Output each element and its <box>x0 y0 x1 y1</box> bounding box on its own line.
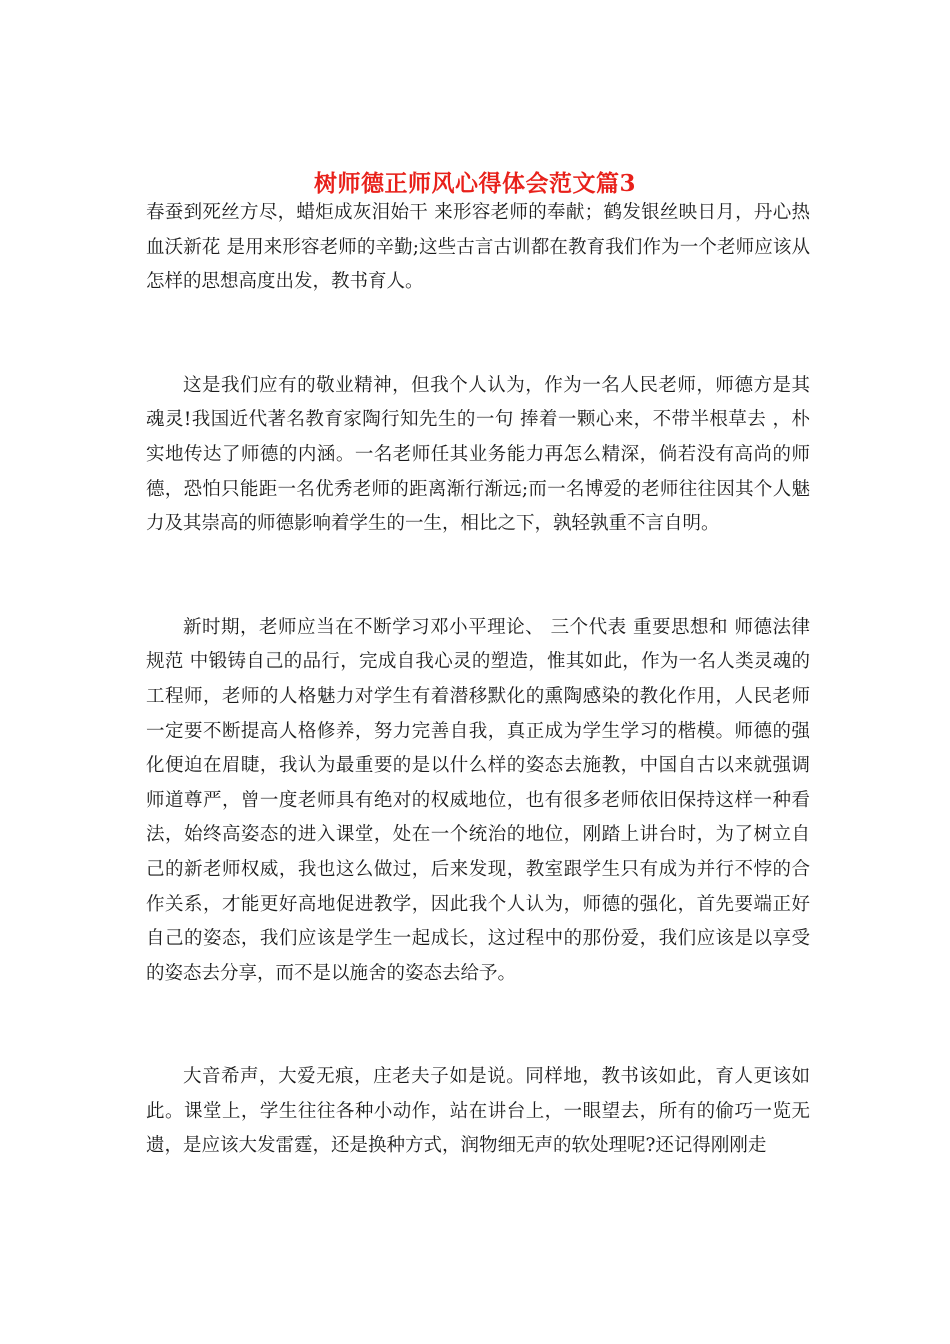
paragraph-4: 大音希声，大爱无痕，庄老夫子如是说。同样地，教书该如此，育人更该如此。课堂上，学生往往各种小动作，站在讲台上，一眼望去，所有的偷巧一览无遗，是应该大发雷霆，还是换种方式，润物细无声的软处理呢?还记得刚刚走 <box>146 1066 810 1157</box>
paragraph-1: 春蚕到死丝方尽，蜡炬成灰泪始干 来形容老师的奉献；鹤发银丝映日月，丹心热血沃新花 是用来形容老师的辛勤;这些古言古训都在教育我们作为一个老师应该从怎样的思想高度出发，教书育人。 <box>146 202 810 293</box>
document-title: 树师德正师风心得体会范文篇3 <box>313 170 636 198</box>
paragraph-2: 这是我们应有的敬业精神，但我个人认为，作为一名人民老师，师德方是其魂灵!我国近代著名教育家陶行知先生的一句 捧着一颗心来，不带半根草去 ，朴实地传达了师德的内涵。一名老师任其业务能力再怎么精深，倘若没有高尚的师德，恐怕只能距一名优秀老师的距离渐行渐远;而一名博爱的老师往往因其个人魅力及其崇高的师德影响着学生的一生，相比之下，孰轻孰重不言自明。 <box>146 374 810 535</box>
paragraph-3: 新时期，老师应当在不断学习邓小平理论、 三个代表 重要思想和 师德法律规范 中锻铸自己的品行，完成自我心灵的塑造，惟其如此，作为一名人类灵魂的工程师，老师的人格魅力对学生有着潜移默化的熏陶感染的教化作用，人民老师一定要不断提高人格修养，努力完善自我，真正成为学生学习的楷模。师德的强化便迫在眉睫，我认为最重要的是以什么样的姿态去施教，中国自古以来就强调师道尊严，曾一度老师具有绝对的权威地位，也有很多老师依旧保持这样一种看法，始终高姿态的进入课堂，处在一个统治的地位，刚踏上讲台时，为了树立自己的新老师权威，我也这么做过，后来发现，教室跟学生只有成为并行不悖的合作关系，才能更好高地促进教学，因此我个人认为，师德的强化，首先要端正好自己的姿态，我们应该是学生一起成长，这过程中的那份爱，我们应该是以享受的姿态去分享，而不是以施舍的姿态去给予。 <box>146 616 810 984</box>
document-body <box>146 196 810 1164</box>
